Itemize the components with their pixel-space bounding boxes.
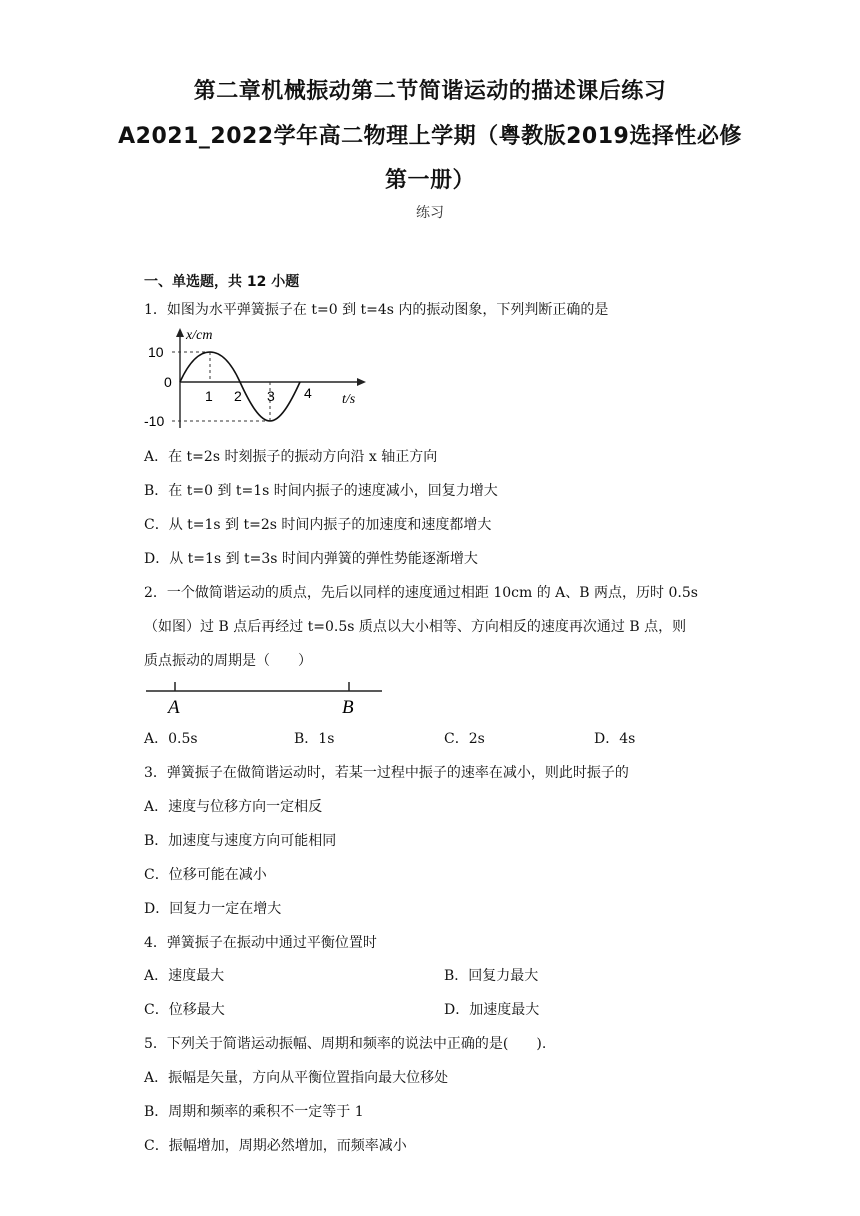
- section-heading: 一、单选题，共 12 小题: [144, 274, 300, 290]
- document-title-line-1: 第二章机械振动第二节简谐运动的描述课后练习: [193, 79, 667, 104]
- question-5-option-c: C．振幅增加，周期必然增加，而频率减小: [144, 1138, 407, 1154]
- question-2-option-c: C．2s: [444, 731, 485, 747]
- x-axis-label: t/s: [342, 392, 356, 407]
- document-subtitle: 练习: [416, 205, 444, 221]
- question-1-option-c: C．从 t=1s 到 t=2s 时间内振子的加速度和速度都增大: [144, 517, 492, 533]
- question-5-option-b: B．周期和频率的乘积不一定等于 1: [144, 1104, 364, 1120]
- question-1-option-a: A．在 t=2s 时刻振子的振动方向沿 x 轴正方向: [144, 449, 438, 465]
- question-3-option-a: A．速度与位移方向一定相反: [144, 799, 323, 815]
- question-4-option-d: D．加速度最大: [444, 1002, 540, 1018]
- y-tick-10: 10: [148, 344, 164, 360]
- question-3-option-c: C．位移可能在减小: [144, 867, 267, 883]
- question-5-stem: 5．下列关于简谐运动振幅、周期和频率的说法中正确的是( ).: [144, 1036, 547, 1052]
- question-5-option-a: A．振幅是矢量，方向从平衡位置指向最大位移处: [144, 1070, 449, 1086]
- y-tick-0: 0: [164, 374, 172, 390]
- question-2-stem-line-3: 质点振动的周期是（ ）: [144, 653, 312, 669]
- question-2-option-a: A．0.5s: [144, 731, 198, 747]
- displacement-curve: [180, 352, 300, 421]
- question-1-vibration-graph: [142, 326, 372, 434]
- question-4-option-c: C．位移最大: [144, 1002, 225, 1018]
- question-2-stem-line-1: 2．一个做简谐运动的质点，先后以同样的速度通过相距 10cm 的 A、B 两点，历时 0.5s: [144, 585, 698, 601]
- x-axis-arrow: [357, 378, 366, 386]
- y-tick-minus-10: -10: [144, 413, 165, 429]
- document-title-line-2: A2021_2022学年高二物理上学期（粤教版2019选择性必修: [118, 124, 742, 149]
- question-2-option-d: D．4s: [594, 731, 636, 747]
- question-3-option-d: D．回复力一定在增大: [144, 901, 282, 917]
- question-4-option-a: A．速度最大: [144, 968, 225, 984]
- question-2-stem-line-2: （如图）过 B 点后再经过 t=0.5s 质点以大小相等、方向相反的速度再次通过 B 点，则: [144, 619, 687, 635]
- question-2-option-b: B．1s: [294, 731, 335, 747]
- question-4-stem: 4．弹簧振子在振动中通过平衡位置时: [144, 935, 377, 951]
- y-axis-arrow: [176, 328, 184, 337]
- point-a-label: A: [168, 697, 180, 718]
- point-b-label: B: [342, 697, 354, 718]
- question-1-stem: 1．如图为水平弹簧振子在 t=0 到 t=4s 内的振动图象，下列判断正确的是: [144, 302, 609, 318]
- question-1-option-d: D．从 t=1s 到 t=3s 时间内弹簧的弹性势能逐渐增大: [144, 551, 478, 567]
- question-4-option-b: B．回复力最大: [444, 968, 539, 984]
- document-title-line-3: 第一册）: [384, 168, 475, 193]
- question-3-option-b: B．加速度与速度方向可能相同: [144, 833, 337, 849]
- x-tick-2: 2: [234, 388, 242, 404]
- x-tick-4: 4: [304, 385, 312, 401]
- x-tick-3: 3: [267, 388, 275, 404]
- question-1-option-b: B．在 t=0 到 t=1s 时间内振子的速度减小，回复力增大: [144, 483, 498, 499]
- y-axis-label: x/cm: [186, 328, 213, 343]
- question-3-stem: 3．弹簧振子在做简谐运动时，若某一过程中振子的速率在减小，则此时振子的: [144, 765, 629, 781]
- question-2-ab-diagram: [144, 676, 384, 718]
- x-tick-1: 1: [205, 388, 213, 404]
